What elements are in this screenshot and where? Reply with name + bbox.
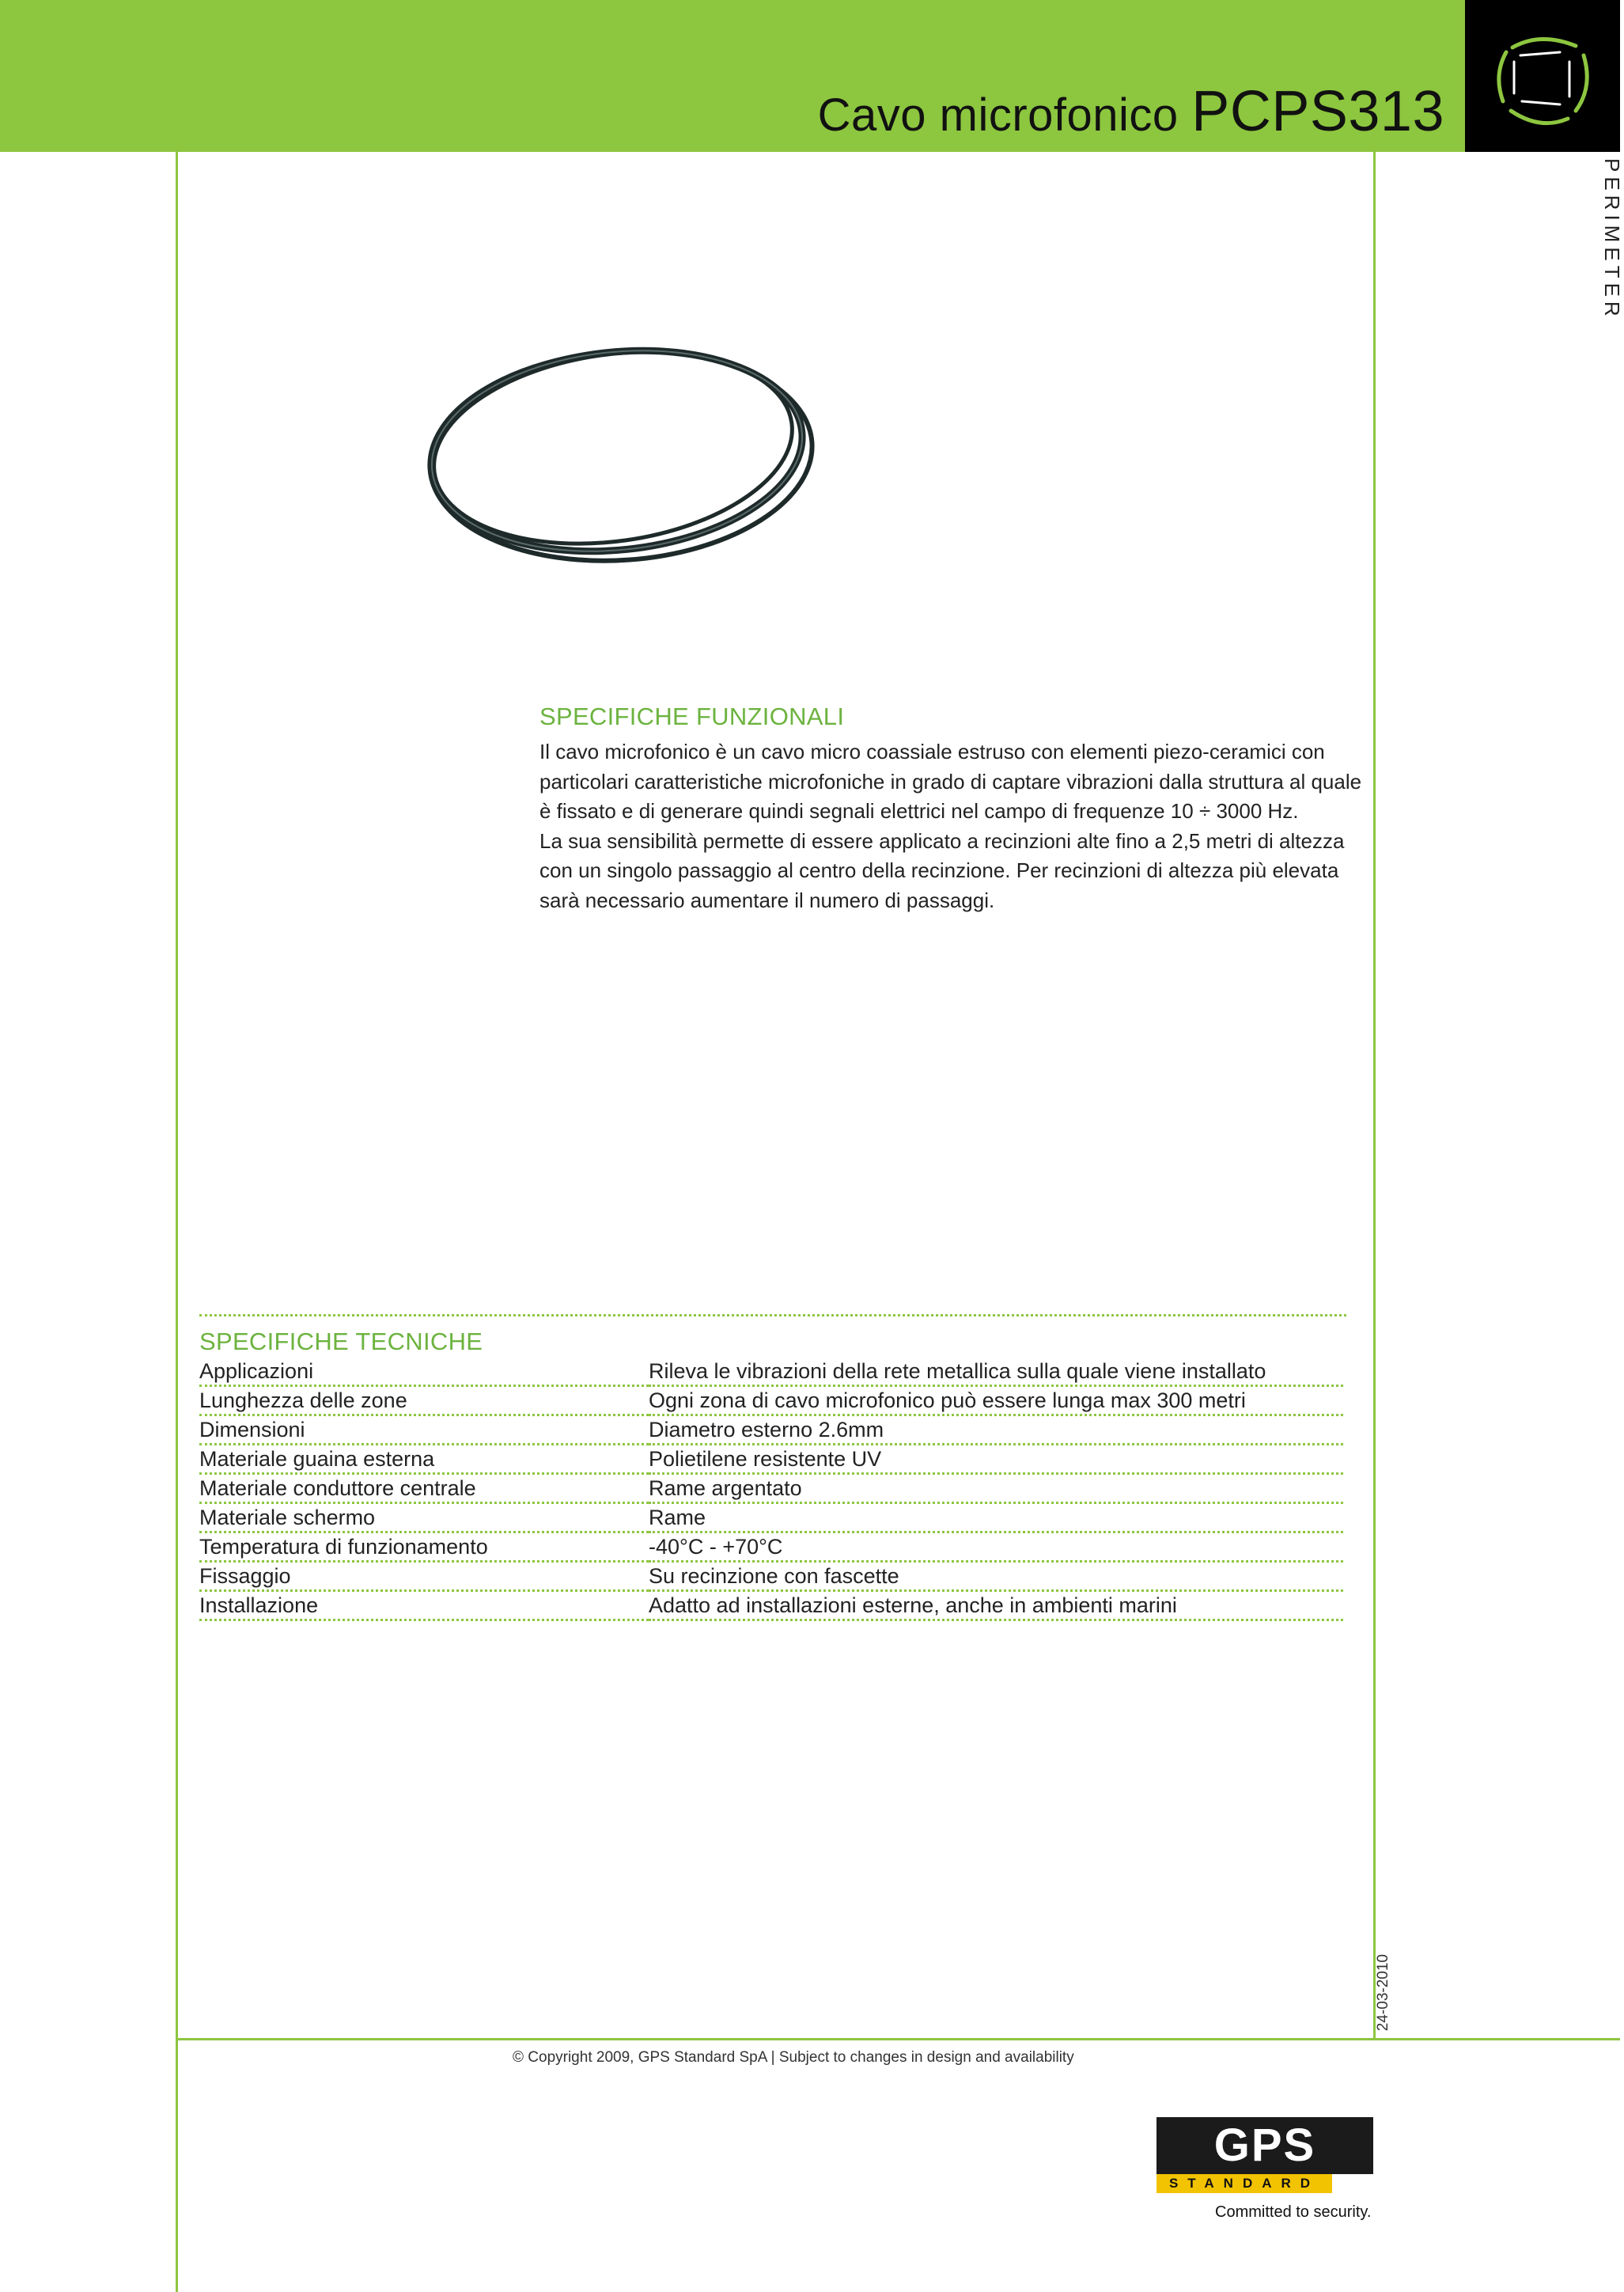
spec-table: [199, 1358, 1343, 1621]
spec-label: Materiale schermo: [199, 1503, 649, 1532]
functional-heading: SPECIFICHE FUNZIONALI: [539, 703, 845, 730]
section-divider: [199, 1314, 1346, 1316]
table-row: [199, 1358, 1343, 1386]
spec-label: Applicazioni: [199, 1358, 649, 1386]
spec-label: Fissaggio: [199, 1562, 649, 1591]
spec-value: Adatto ad installazioni esterne, anche in ambienti marini: [649, 1591, 1343, 1620]
table-row: [199, 1445, 1343, 1474]
product-title: [818, 79, 1444, 144]
left-rule: [176, 152, 178, 2292]
spec-label: Materiale conduttore centrale: [199, 1474, 649, 1503]
spec-value: Ogni zona di cavo microfonico può essere lunga max 300 metri: [649, 1386, 1343, 1415]
spec-label: Installazione: [199, 1591, 649, 1620]
right-rule: [1373, 152, 1376, 2039]
spec-label: Temperatura di funzionamento: [199, 1532, 649, 1562]
table-row: [199, 1562, 1343, 1591]
spec-value: Rileva le vibrazioni della rete metallica sulla quale viene installato: [649, 1358, 1343, 1386]
cable-photo: [396, 301, 838, 601]
table-row: [199, 1386, 1343, 1415]
table-row: [199, 1503, 1343, 1532]
brand-subtitle: STANDARD: [1156, 2174, 1332, 2193]
brand-mark: [1465, 0, 1620, 152]
spec-label: Lunghezza delle zone: [199, 1386, 649, 1415]
revision-date: 24-03-2010: [1375, 1954, 1391, 2032]
spec-value: Rame: [649, 1503, 1343, 1532]
spec-value: Rame argentato: [649, 1474, 1343, 1503]
table-row: [199, 1532, 1343, 1562]
technical-specs: [199, 1328, 1346, 1621]
functional-paragraph: Il cavo microfonico è un cavo micro coassiale estruso con elementi piezo-ceramici con particolari caratteristiche microfoniche in grado di captare vibrazioni dalla struttura al quale è fissato e di generare quindi segnali elettrici nel campo di frequenze 10 ÷ 3000 Hz.: [539, 740, 1362, 823]
technical-heading: SPECIFICHE TECNICHE: [199, 1328, 483, 1355]
copyright-notice: © Copyright 2009, GPS Standard SpA | Subject to changes in design and availability: [513, 2049, 1074, 2066]
brand-name: GPS: [1156, 2117, 1373, 2174]
spec-value: Su recinzione con fascette: [649, 1562, 1343, 1591]
shutter-logo-icon: [1465, 0, 1620, 152]
gps-standard-logo: [1156, 2117, 1373, 2196]
table-row: [199, 1415, 1343, 1445]
table-row: [199, 1474, 1343, 1503]
bottom-rule: [176, 2038, 1620, 2040]
spec-label: Materiale guaina esterna: [199, 1445, 649, 1474]
product-model: PCPS313: [1191, 80, 1444, 143]
table-row: [199, 1591, 1343, 1620]
functional-specs: [539, 703, 1362, 915]
spec-value: Polietilene resistente UV: [649, 1445, 1343, 1474]
product-name: Cavo microfonico: [817, 89, 1179, 141]
functional-paragraph: La sua sensibilità permette di essere applicato a recinzioni alte fino a 2,5 metri di altezza con un singolo passaggio al centro della recinzione. Per recinzioni di altezza più elevata sarà necessario aumentare il numero di passaggi.: [539, 828, 1345, 912]
spec-value: Diametro esterno 2.6mm: [649, 1415, 1343, 1445]
brand-tagline: Committed to security.: [1215, 2203, 1372, 2221]
category-label: PERIMETER: [1600, 158, 1624, 321]
spec-label: Dimensioni: [199, 1415, 649, 1445]
spec-value: -40°C - +70°C: [649, 1532, 1343, 1562]
